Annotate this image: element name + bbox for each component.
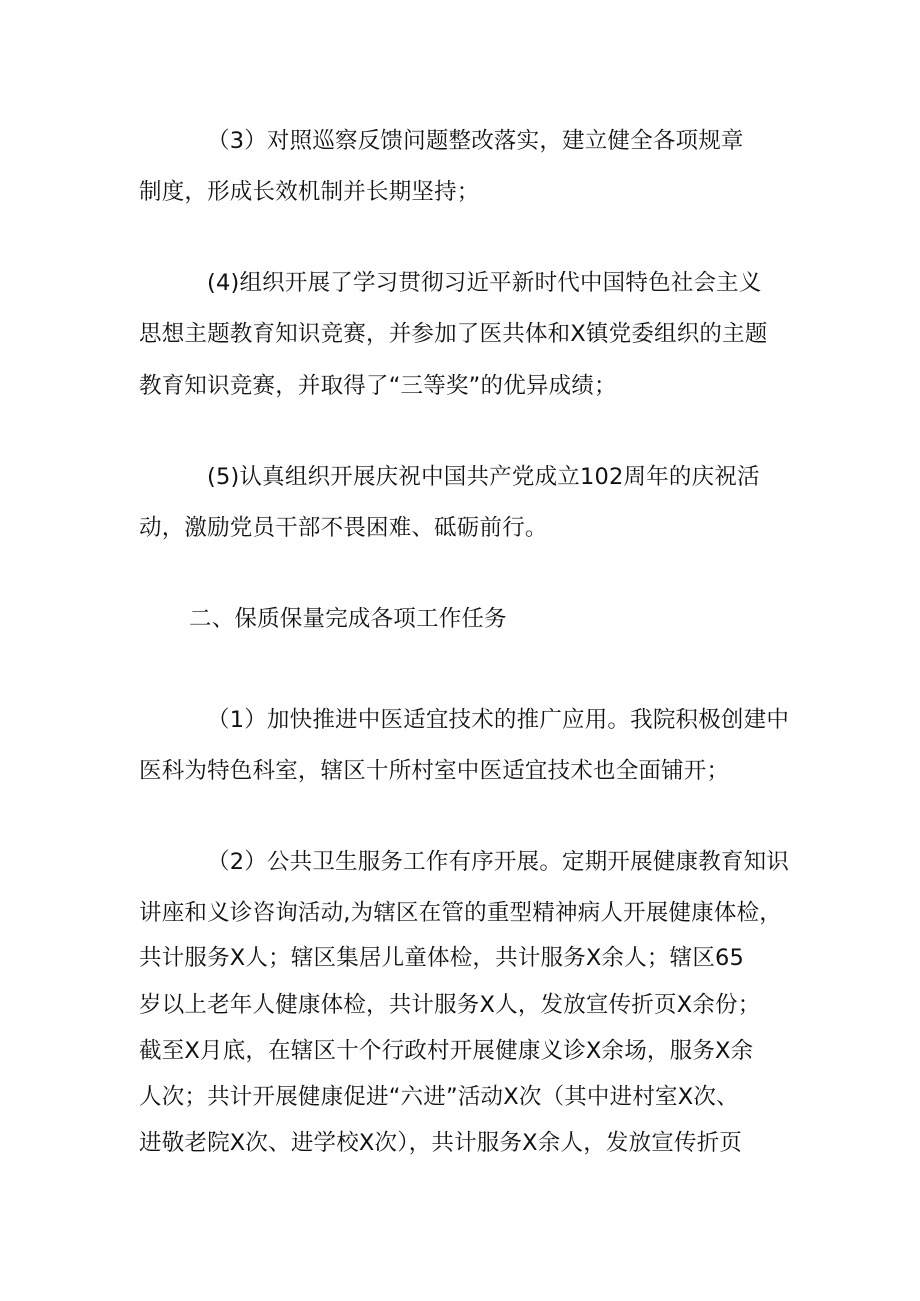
section-2-paragraph-2-line-6: 人次；共计开展健康促进“六进”活动X次（其中进村室X次、	[139, 1084, 739, 1110]
paragraph-4-line-2: 思想主题教育知识竞赛，并参加了医共体和X镇党委组织的主题	[139, 321, 768, 347]
paragraph-4-line-3: 教育知识竞赛，并取得了“三等奖”的优异成绩；	[139, 373, 617, 399]
paragraph-3-line-2: 制度，形成长效机制并长期坚持；	[139, 179, 480, 205]
paragraph-3-line-1: （3）对照巡察反馈问题整改落实，建立健全各项规章	[207, 128, 744, 154]
section-2-paragraph-1-line-2: 医科为特色科室，辖区十所村室中医适宜技术也全面铺开；	[139, 758, 730, 784]
section-2-paragraph-2-line-5: 截至X月底，在辖区十个行政村开展健康义诊X余场，服务X余	[139, 1038, 754, 1064]
section-2-paragraph-2-line-7: 进敬老院X次、进学校X次），共计服务X余人，发放宣传折页	[139, 1130, 743, 1156]
section-2-paragraph-2-line-2: 讲座和义诊咨询活动,为辖区在管的重型精神病人开展健康体检，	[139, 900, 782, 926]
section-heading-2: 二、保质保量完成各项工作任务	[189, 606, 507, 632]
section-2-paragraph-2-line-4: 岁以上老年人健康体检，共计服务X人，发放宣传折页X余份；	[139, 992, 761, 1018]
paragraph-4-line-1: (4)组织开展了学习贯彻习近平新时代中国特色社会主义	[207, 270, 762, 296]
section-2-paragraph-1-line-1: （1）加快推进中医适宜技术的推广应用。我院积极创建中	[207, 707, 790, 733]
section-2-paragraph-2-line-1: （2）公共卫生服务工作有序开展。定期开展健康教育知识	[207, 849, 790, 875]
paragraph-5-line-2: 动，激励党员干部不畏困难、砥砺前行。	[139, 515, 548, 541]
section-2-paragraph-2-line-3: 共计服务X人；辖区集居儿童体检，共计服务X余人；辖区65	[139, 945, 745, 971]
paragraph-5-line-1: (5)认真组织开展庆祝中国共产党成立102周年的庆祝活	[207, 464, 760, 490]
